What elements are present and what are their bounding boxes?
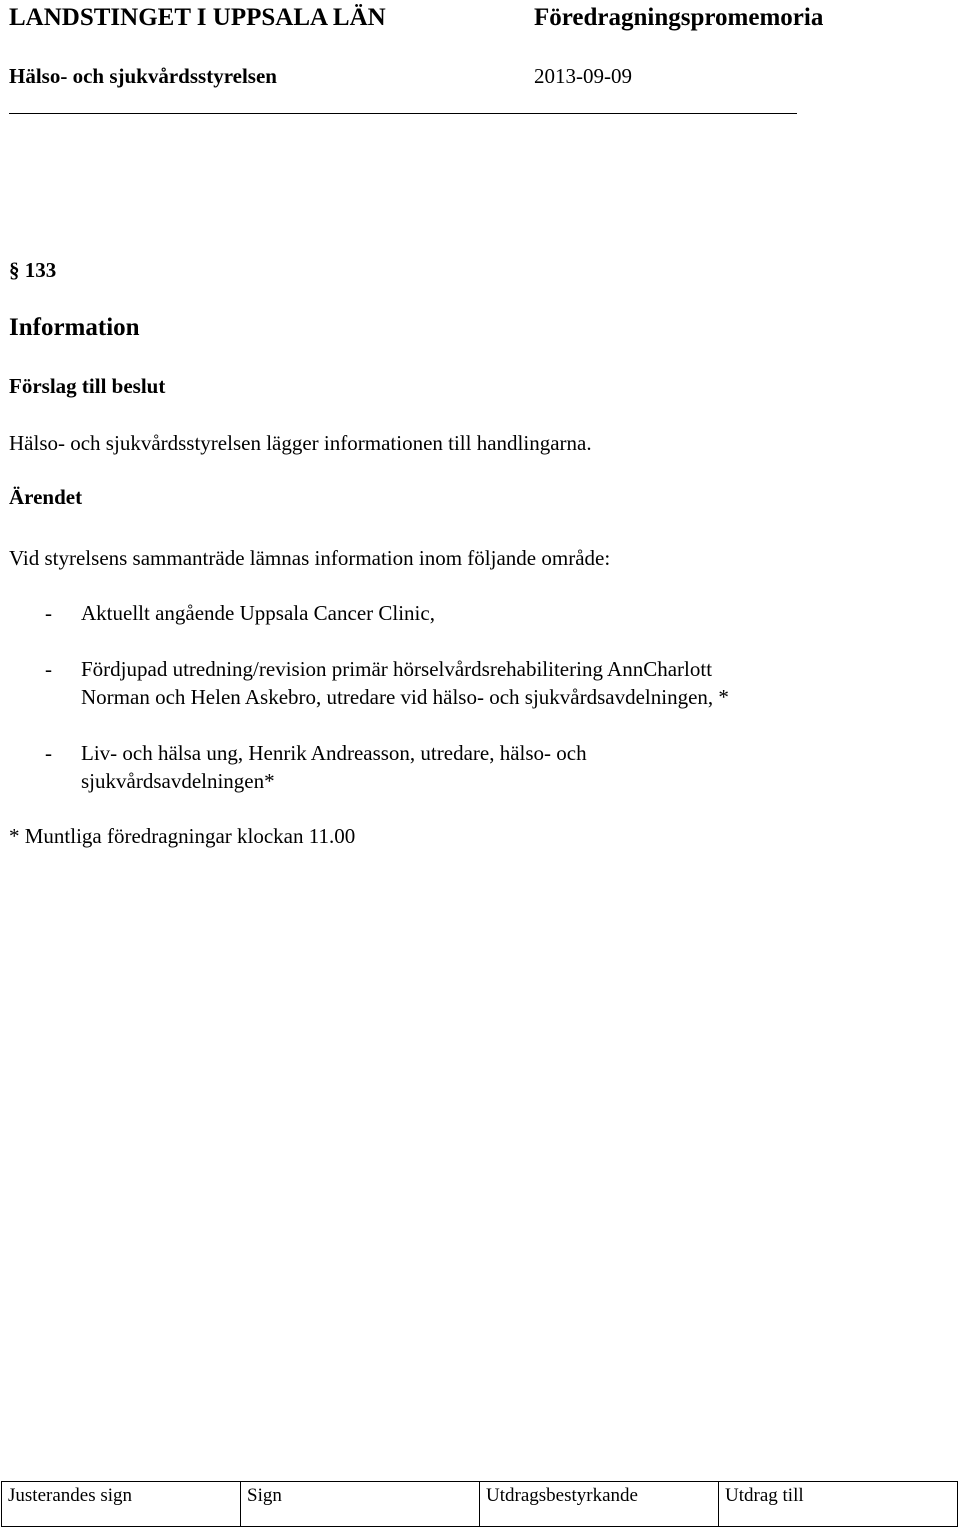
- list-item-text: Norman och Helen Askebro, utredare vid hälso- och sjukvårdsavdelningen, *: [81, 685, 729, 709]
- signature-cell-sign: Sign: [241, 1482, 480, 1527]
- list-item-text: Aktuellt angående Uppsala Cancer Clinic,: [81, 601, 435, 625]
- list-item-text: Liv- och hälsa ung, Henrik Andreasson, utredare, hälso- och: [81, 741, 587, 765]
- list-item-marker: -: [45, 601, 52, 625]
- matter-heading: Ärendet: [9, 485, 83, 509]
- signature-row: [2, 1482, 958, 1527]
- proposal-text: Hälso- och sjukvårdsstyrelsen lägger informationen till handlingarna.: [9, 431, 592, 455]
- paragraph-number: § 133: [9, 258, 57, 282]
- footnote: * Muntliga föredragningar klockan 11.00: [9, 824, 356, 848]
- list-item-text: Fördjupad utredning/revision primär hörselvårdsrehabilitering AnnCharlott: [81, 657, 713, 681]
- list-item-marker: -: [45, 741, 52, 765]
- header-divider: [9, 113, 797, 114]
- document-type: Föredragningspromemoria: [534, 4, 824, 31]
- organization-name: LANDSTINGET I UPPSALA LÄN: [9, 4, 386, 31]
- section-title: Information: [9, 314, 140, 341]
- document-date: 2013-09-09: [534, 64, 632, 88]
- signature-cell-utdragsbestyrkande: Utdragsbestyrkande: [480, 1482, 719, 1527]
- board-name: Hälso- och sjukvårdsstyrelsen: [9, 64, 277, 88]
- signature-cell-justerandes: Justerandes sign: [2, 1482, 241, 1527]
- signature-table: [1, 1481, 958, 1527]
- list-item-marker: -: [45, 657, 52, 681]
- proposal-heading: Förslag till beslut: [9, 374, 166, 398]
- list-item-text: sjukvårdsavdelningen*: [81, 769, 275, 793]
- matter-intro: Vid styrelsens sammanträde lämnas information inom följande område:: [9, 546, 611, 570]
- signature-cell-utdrag-till: Utdrag till: [719, 1482, 958, 1527]
